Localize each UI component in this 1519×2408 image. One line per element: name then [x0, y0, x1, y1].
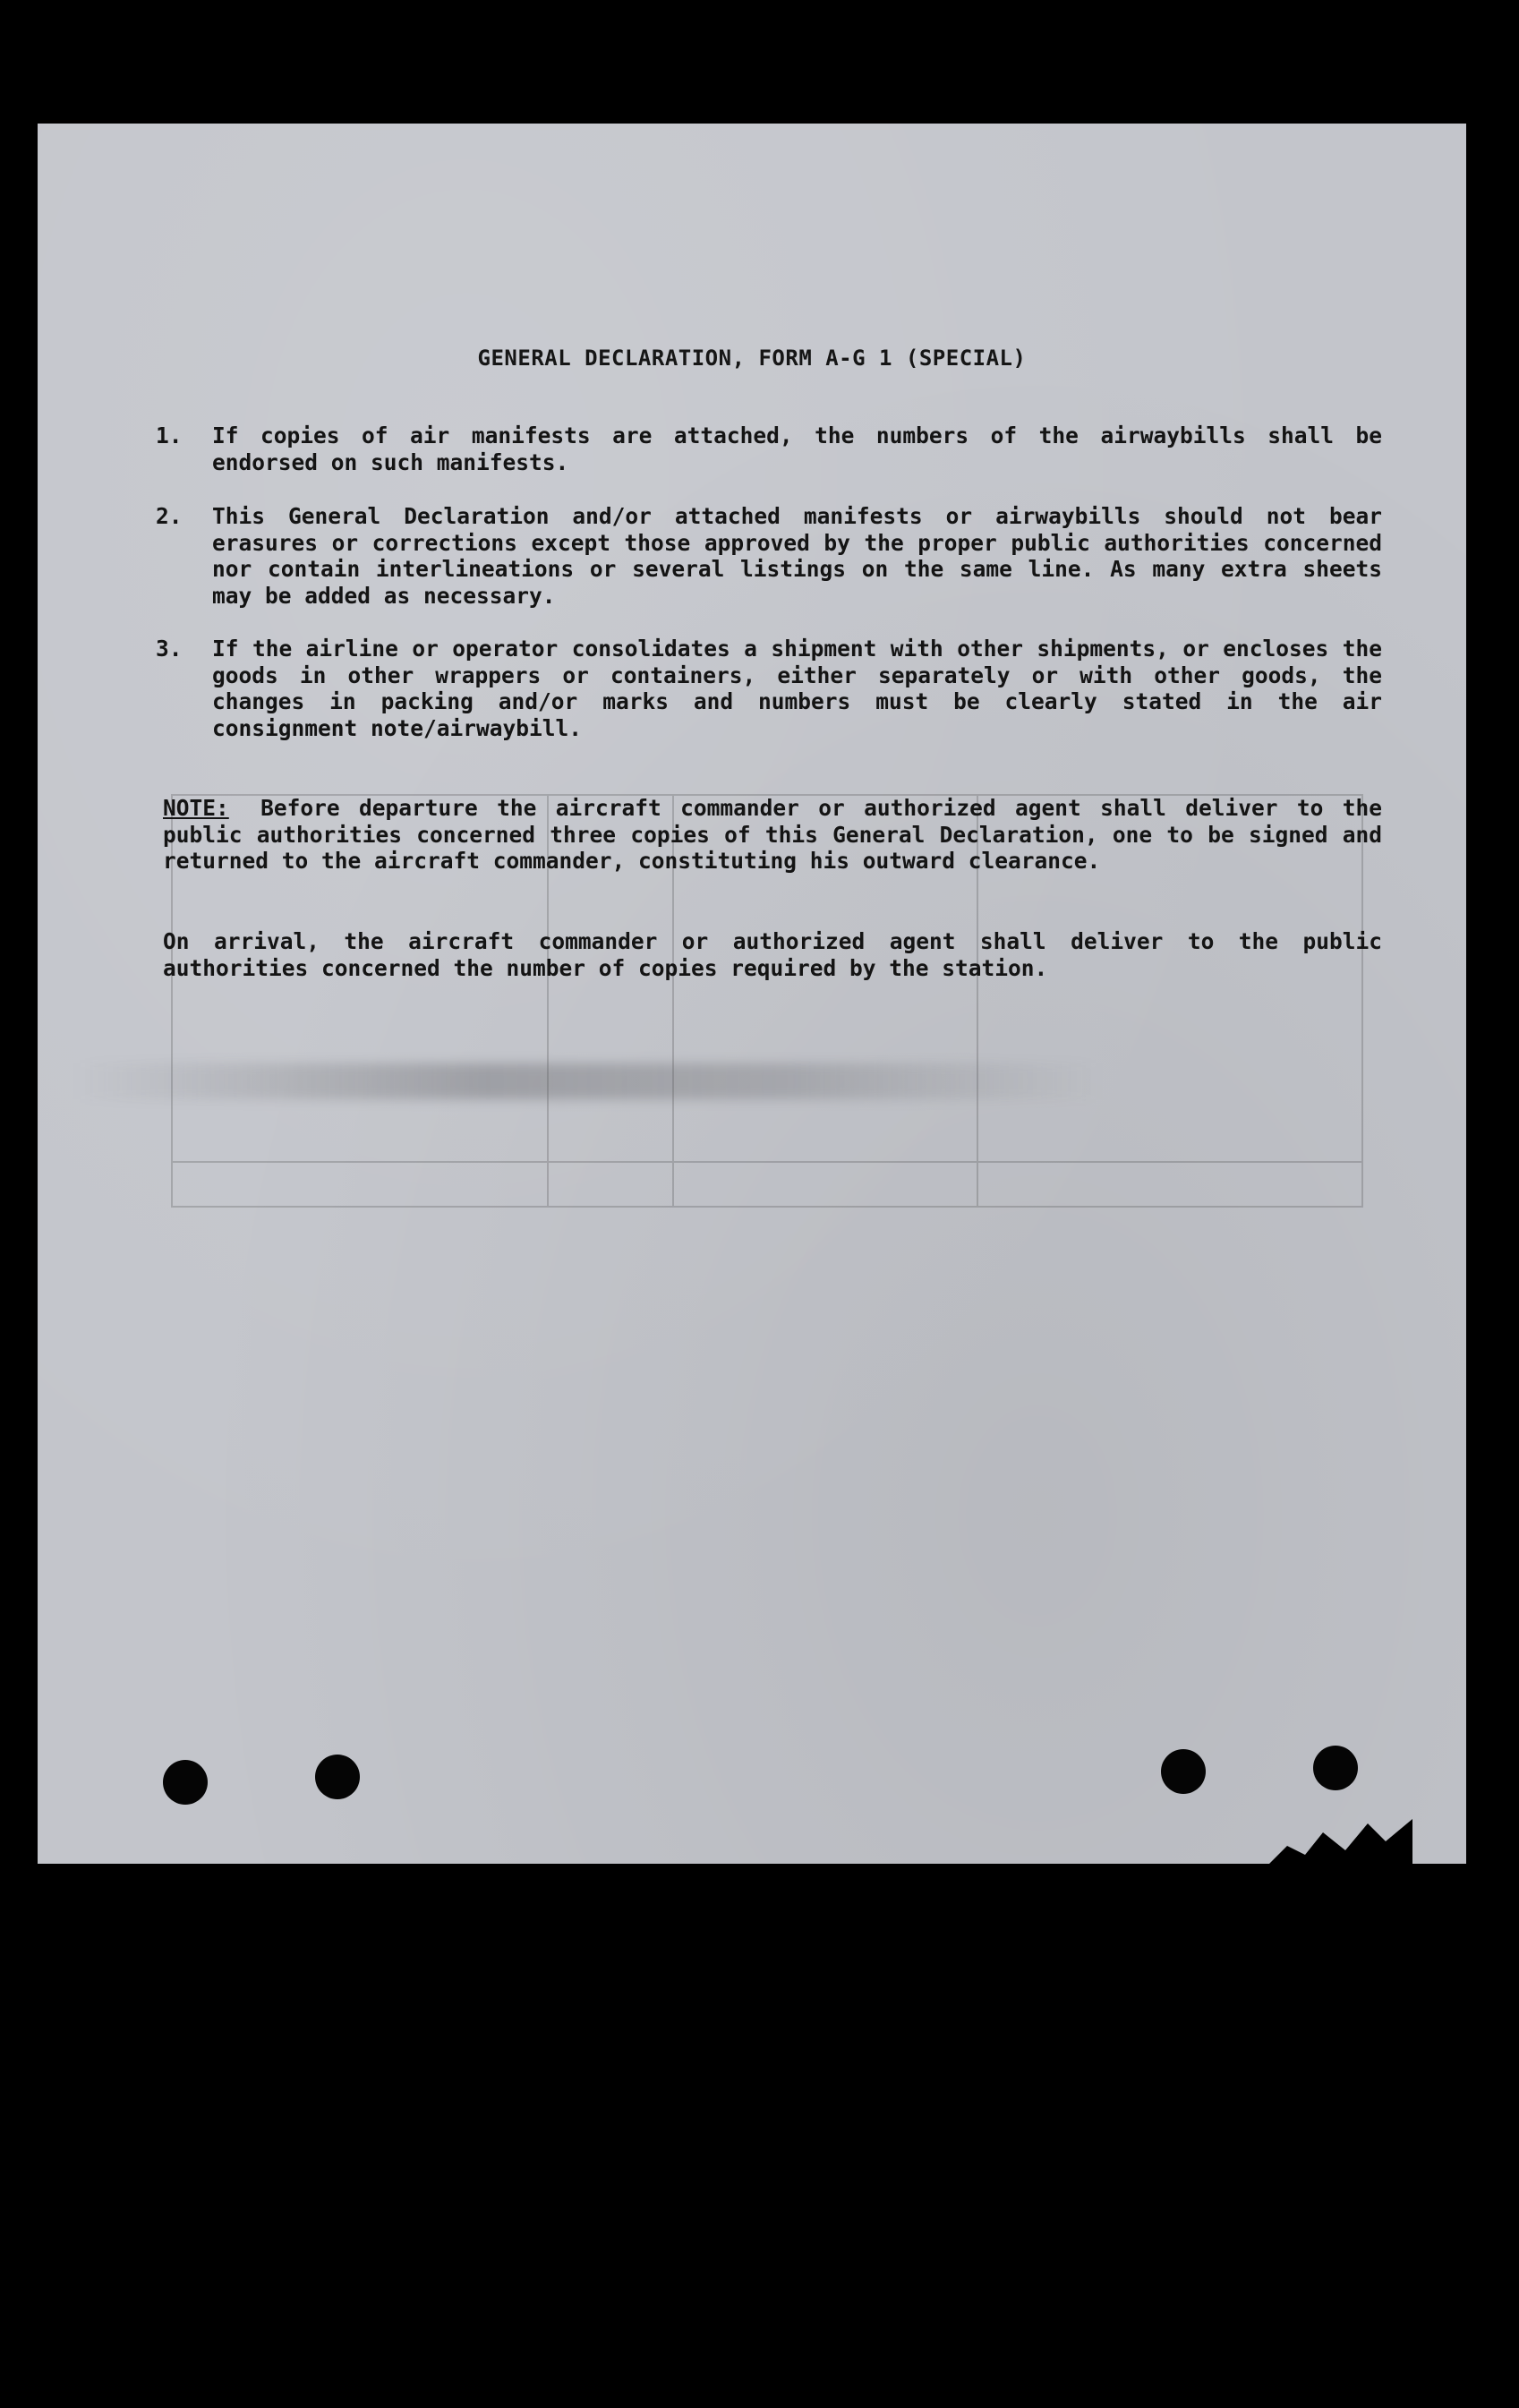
note-text: Before departure the aircraft commander or authorized agent shall deliver to the public authorities concerned three copies of this General Declaration, one to be signed and returned to the aircraft commander, constituting his outward clearance.	[163, 795, 1382, 874]
punch-hole-right-1	[1161, 1749, 1206, 1794]
page-title: GENERAL DECLARATION, FORM A-G 1 (SPECIAL)	[477, 346, 1027, 371]
instruction-item-1	[156, 423, 1382, 475]
punch-hole-right-2	[1313, 1746, 1358, 1790]
document-page	[38, 124, 1466, 1864]
item-text: If the airline or operator consolidates a shipment with other shipments, or encloses the goods in other wrappers or containers, either separately or with other goods, the changes in packing and/or marks and numbers must be clearly stated in the air consignment note/airwaybill.	[212, 636, 1382, 741]
item-number: 2.	[156, 503, 183, 529]
item-number: 1.	[156, 423, 183, 448]
ink-smudge	[73, 1063, 1103, 1099]
punch-hole-left-2	[315, 1755, 360, 1799]
arrival-paragraph: On arrival, the aircraft commander or authorized agent shall deliver to the public authorities concerned the number of copies required by the station.	[163, 928, 1382, 981]
torn-corner	[1269, 1819, 1412, 1864]
instruction-item-3	[156, 636, 1382, 741]
punch-hole-left-1	[163, 1760, 208, 1805]
item-number: 3.	[156, 636, 183, 662]
instruction-item-2	[156, 503, 1382, 609]
item-text: If copies of air manifests are attached, the numbers of the airwaybills shall be endorsed on such manifests.	[212, 423, 1382, 475]
note-paragraph	[163, 795, 1382, 875]
note-label: NOTE:	[163, 795, 229, 821]
item-text: This General Declaration and/or attached manifests or airwaybills should not bear erasures or corrections except those approved by the proper public authorities concerned nor contain interlineations or several listings on the same line. As many extra sheets may be added as necessary.	[212, 503, 1382, 609]
